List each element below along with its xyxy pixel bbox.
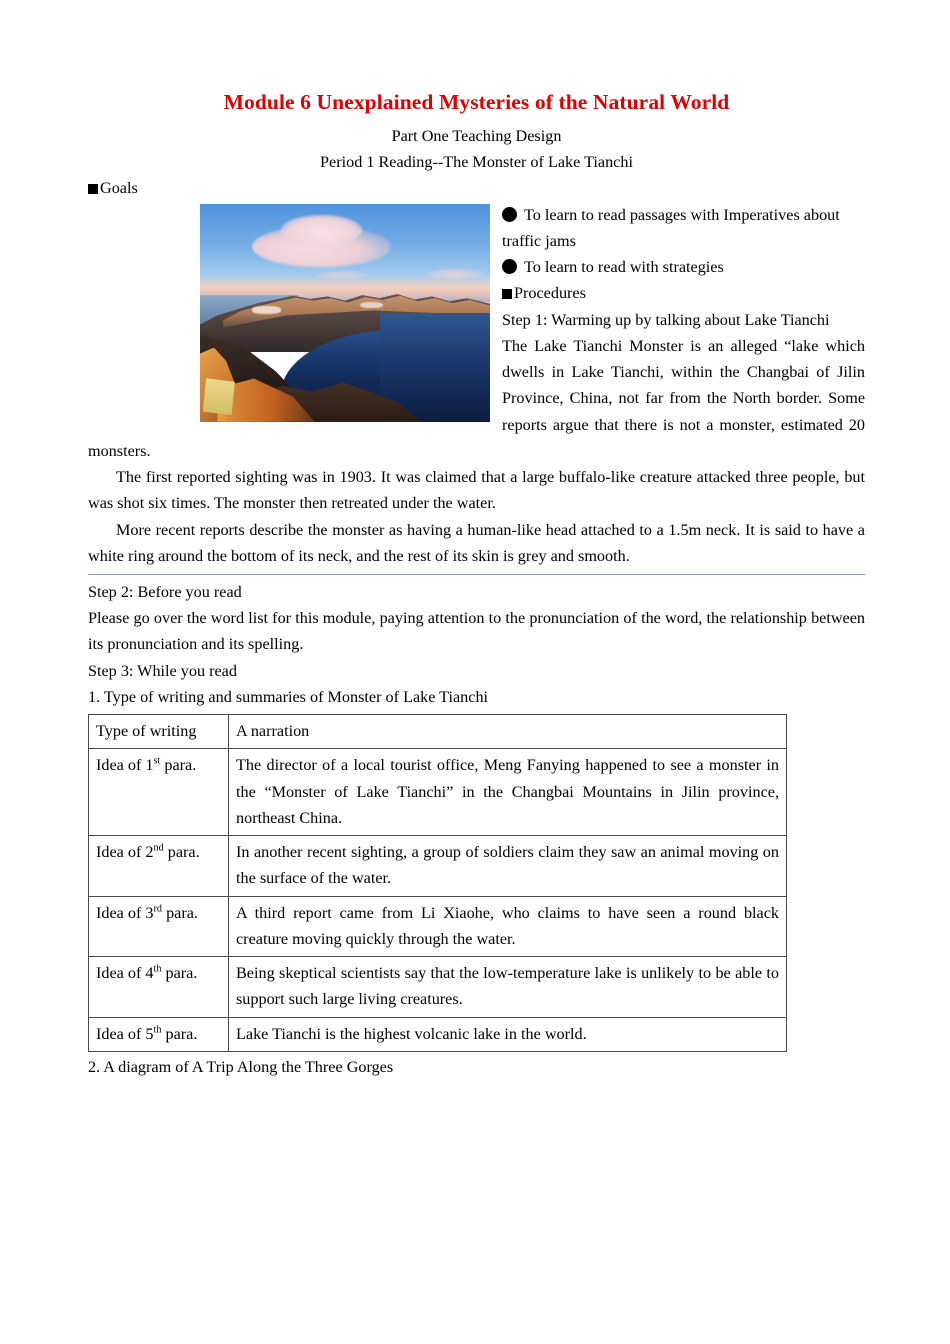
- circle-bullet-icon: [502, 207, 517, 222]
- table-row-label: [89, 715, 229, 749]
- ordinal-suffix: th: [153, 963, 162, 975]
- photo-snow-patch-left: [252, 306, 281, 314]
- photo-pale-rock: [203, 378, 235, 415]
- summaries-table-body: [89, 715, 787, 1052]
- step-2-title: Step 2: Before you read: [88, 583, 242, 601]
- list-item-1-type-of-writing: 1. Type of writing and summaries of Monster of Lake Tianchi: [88, 687, 489, 706]
- table-row-content: Lake Tianchi is the highest volcanic lake in the world.: [229, 1017, 787, 1051]
- section-divider: [88, 574, 865, 575]
- table-row: [89, 1017, 787, 1051]
- table-row: [89, 896, 787, 956]
- table-row-label-suffix: para.: [162, 903, 198, 922]
- goal-item-2-label: To learn to read with strategies: [524, 258, 724, 277]
- table-row-content: In another recent sighting, a group of soldiers claim they saw an animal moving on the surface of the water.: [229, 836, 787, 896]
- table-row-label-text: Type of writing: [96, 722, 197, 741]
- paragraph-recent-reports: More recent reports describe the monster as having a human-like head attached to a 1.5m neck. It is said to have a white ring around the bottom of its neck, and the rest of its skin is grey and smooth.: [88, 520, 865, 565]
- photo-cloud-upper: [281, 215, 362, 246]
- table-row-label-suffix: para.: [163, 843, 200, 862]
- step-3-title: Step 3: While you read: [88, 661, 237, 680]
- ordinal-suffix: th: [153, 1024, 162, 1036]
- document-subtitle-period-one: Period 1 Reading--The Monster of Lake Tianchi: [320, 153, 633, 172]
- square-bullet-icon: [502, 289, 512, 299]
- photo-snow-patch-right: [360, 302, 383, 309]
- goals-heading: [88, 175, 865, 201]
- goals-heading-label: Goals: [100, 179, 138, 198]
- page-title: Module 6 Unexplained Mysteries of the Natural World: [223, 90, 730, 114]
- table-row-label-suffix: para.: [161, 1024, 198, 1043]
- paragraph-first-sighting: The first reported sighting was in 1903. It was claimed that a large buffalo-like creature attacked three people, but was shot six times. The monster then retreated under the water.: [88, 468, 865, 513]
- table-row-label: [89, 836, 229, 896]
- step-2-body: Please go over the word list for this module, paying attention to the pronunciation of the word, the relationship between its pronunciation and its spelling.: [88, 609, 865, 654]
- lake-tianchi-photo: [200, 204, 490, 422]
- step-1-title: Step 1: Warming up by talking about Lake Tianchi: [502, 310, 830, 329]
- table-row-label-suffix: para.: [161, 964, 198, 983]
- table-row: [89, 749, 787, 836]
- table-row-label: [89, 749, 229, 836]
- ordinal-suffix: st: [153, 756, 161, 768]
- ordinal-suffix: nd: [153, 842, 164, 854]
- table-row-label-text: Idea of 1: [96, 756, 154, 775]
- table-row-label-text: Idea of 5: [96, 1024, 154, 1043]
- table-row-label-suffix: para.: [160, 756, 197, 775]
- table-row: [89, 836, 787, 896]
- table-row-label-text: Idea of 4: [96, 964, 154, 983]
- procedures-heading-label: Procedures: [514, 284, 586, 303]
- document-subtitle-part-one: Part One Teaching Design: [391, 127, 562, 146]
- ordinal-suffix: rd: [153, 903, 163, 915]
- table-row: [89, 715, 787, 749]
- list-item-2-diagram: 2. A diagram of A Trip Along the Three Gorges: [88, 1057, 394, 1076]
- table-row-content: Being skeptical scientists say that the low-temperature lake is unlikely to be able to support such large living creatures.: [229, 957, 787, 1017]
- table-row-label: [89, 896, 229, 956]
- goal-item-1-label: To learn to read passages with Imperatives about: [524, 205, 840, 224]
- table-row-content: A narration: [229, 715, 787, 749]
- table-row-content: A third report came from Li Xiaohe, who claims to have seen a round black creature moving quickly through the water.: [229, 896, 787, 956]
- table-row-label-text: Idea of 3: [96, 903, 154, 922]
- summaries-table: [88, 714, 787, 1052]
- table-row-label: [89, 957, 229, 1017]
- table-row-content: The director of a local tourist office, Meng Fanying happened to see a monster in the “Monster of Lake Tianchi” in the Changbai Mountains in Jilin province, northeast China.: [229, 749, 787, 836]
- square-bullet-icon: [88, 184, 98, 194]
- table-row: [89, 957, 787, 1017]
- goal-item-1-tail: traffic jams: [502, 231, 576, 250]
- step-1-body: The Lake Tianchi Monster is an alleged “lake which dwells in Lake Tianchi, within the Changbai of Jilin Province, China, not far from the North border. Some reports argue that there is not a monster, estimated 20 monsters.: [88, 336, 865, 460]
- table-row-label: [89, 1017, 229, 1051]
- table-row-label-text: Idea of 2: [96, 843, 154, 862]
- circle-bullet-icon: [502, 259, 517, 274]
